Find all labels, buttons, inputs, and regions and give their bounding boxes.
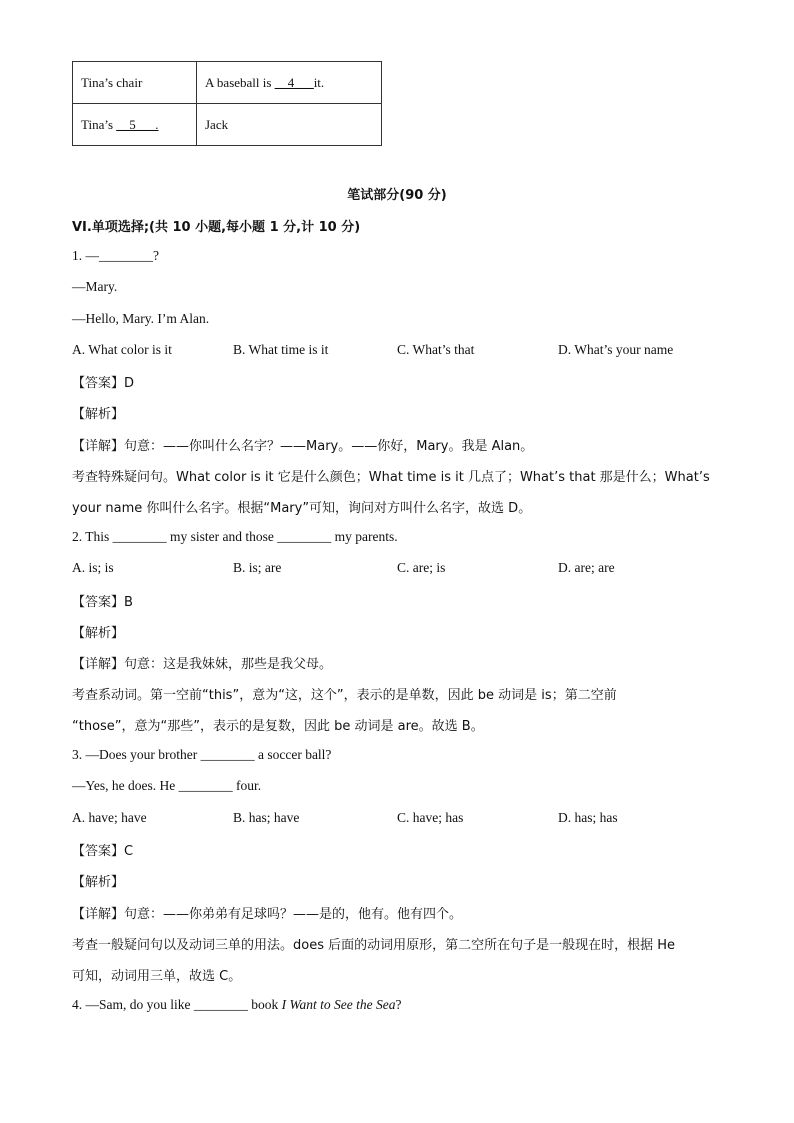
answer-value: C bbox=[124, 844, 134, 859]
table-cell bbox=[73, 62, 197, 104]
section-heading: VI.单项选择;(共 10 小题,每小题 1 分,计 10 分) bbox=[72, 220, 361, 235]
option-c: C. What’s that bbox=[397, 342, 475, 357]
q4-stem bbox=[72, 997, 401, 1013]
option-a: A. have; have bbox=[72, 810, 147, 825]
option-c: C. have; has bbox=[397, 810, 464, 825]
option-b: B. has; have bbox=[233, 810, 300, 825]
q3-analysis-tag: 【解析】 bbox=[72, 875, 125, 890]
q2-explain-2: “those”，意为“那些”，表示的是复数，因此 be 动词是 are。故选 B。 bbox=[72, 719, 484, 734]
option-a: A. What color is it bbox=[72, 342, 172, 357]
table-row bbox=[73, 104, 382, 146]
q1-line3: —Hello, Mary. I’m Alan. bbox=[72, 311, 210, 326]
cell-text: Tina’s chair bbox=[81, 74, 143, 90]
q2-options bbox=[72, 560, 752, 580]
q3-detail bbox=[72, 903, 462, 922]
detail-tag: 【详解】 bbox=[72, 439, 125, 454]
cell-text: Tina’s bbox=[81, 116, 117, 132]
option-b: B. is; are bbox=[233, 560, 282, 575]
q3-answer bbox=[72, 840, 133, 859]
answer-tag: 【答案】 bbox=[72, 844, 125, 859]
q1-analysis-tag: 【解析】 bbox=[72, 407, 125, 422]
option-a: A. is; is bbox=[72, 560, 114, 575]
cell-text: A baseball is bbox=[205, 74, 275, 90]
q2-detail bbox=[72, 653, 332, 672]
q2-explain-1: 考查系动词。第一空前“this”，意为“这，这个”，表示的是单数，因此 be 动词是 is；第二空前 bbox=[72, 688, 617, 703]
answer-tag: 【答案】 bbox=[72, 595, 125, 610]
q1-stem: 1. —________? bbox=[72, 248, 159, 263]
detail-text: 句意：——你叫什么名字？——Mary。——你好，Mary。我是 Alan。 bbox=[124, 439, 534, 454]
q1-options bbox=[72, 342, 752, 362]
cell-text: it. bbox=[313, 74, 325, 90]
table-cell bbox=[197, 104, 382, 146]
option-d: D. has; has bbox=[558, 810, 618, 825]
q3-line2: —Yes, he does. He ________ four. bbox=[72, 778, 262, 793]
q1-answer bbox=[72, 372, 134, 391]
cell-text: Jack bbox=[205, 116, 229, 132]
q3-explain-2: 可知，动词用三单，故选 C。 bbox=[72, 969, 242, 984]
detail-text: 句意：这是我妹妹，那些是我父母。 bbox=[124, 657, 333, 672]
option-b: B. What time is it bbox=[233, 342, 329, 357]
answer-value: D bbox=[124, 376, 135, 391]
q1-line2: —Mary. bbox=[72, 279, 118, 294]
option-c: C. are; is bbox=[397, 560, 446, 575]
fill-blank: __5___. bbox=[116, 116, 159, 132]
book-title: I Want to See the Sea bbox=[281, 997, 396, 1012]
answer-value: B bbox=[124, 595, 133, 610]
table-cell bbox=[73, 104, 197, 146]
detail-tag: 【详解】 bbox=[72, 907, 125, 922]
q1-explain-2: your name 你叫什么名字。根据“Mary”可知，询问对方叫什么名字，故选 D。 bbox=[72, 501, 532, 516]
table-cell bbox=[197, 62, 382, 104]
q2-analysis-tag: 【解析】 bbox=[72, 626, 125, 641]
q3-stem: 3. —Does your brother ________ a soccer ball? bbox=[72, 747, 332, 762]
q1-detail bbox=[72, 435, 533, 454]
fill-blank: __4___ bbox=[274, 74, 314, 90]
option-d: D. are; are bbox=[558, 560, 615, 575]
q4-stem-post: ? bbox=[395, 997, 402, 1012]
q3-options bbox=[72, 810, 752, 830]
section-title: 笔试部分(90 分) bbox=[347, 188, 447, 203]
detail-text: 句意：——你弟弟有足球吗？——是的，他有。他有四个。 bbox=[124, 907, 463, 922]
q2-answer bbox=[72, 591, 133, 610]
listening-table bbox=[72, 61, 382, 146]
detail-tag: 【详解】 bbox=[72, 657, 125, 672]
table-row bbox=[73, 62, 382, 104]
q2-stem: 2. This ________ my sister and those ________ my parents. bbox=[72, 529, 398, 544]
q1-explain-1: 考查特殊疑问句。What color is it 它是什么颜色；What time is it 几点了；What’s that 那是什么；What’s bbox=[72, 470, 710, 485]
option-d: D. What’s your name bbox=[558, 342, 674, 357]
answer-tag: 【答案】 bbox=[72, 376, 125, 391]
q3-explain-1: 考查一般疑问句以及动词三单的用法。does 后面的动词用原形，第二空所在句子是一般现在时，根据 He bbox=[72, 938, 676, 953]
q4-stem-pre: 4. —Sam, do you like ________ book bbox=[72, 997, 282, 1012]
